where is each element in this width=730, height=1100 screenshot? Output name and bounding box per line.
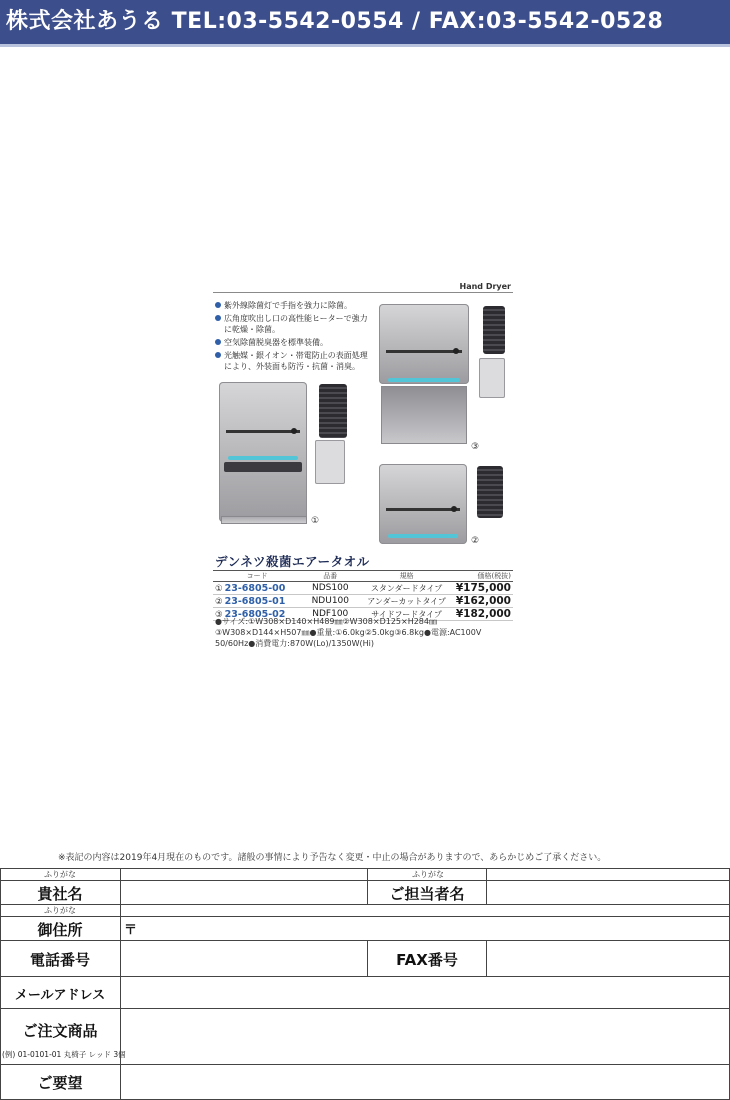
email-field[interactable] xyxy=(121,977,730,1009)
control-panel xyxy=(386,350,462,353)
feature-list xyxy=(215,300,373,374)
table-row xyxy=(213,595,513,608)
form-grid-line xyxy=(120,868,121,1099)
side-view-top xyxy=(319,384,347,438)
form-row-order xyxy=(0,1008,730,1065)
row-number: ② xyxy=(215,596,223,607)
code-cell xyxy=(213,582,301,595)
notice-text: ※表記の内容は2019年4月現在のものです。諸般の事情により予告なく変更・中止の場合がありますので、あらかじめご了承ください。 xyxy=(58,853,607,863)
side-view-bottom xyxy=(479,358,505,398)
category-rule xyxy=(213,292,513,293)
header-divider xyxy=(0,44,730,47)
sensor-dot xyxy=(291,428,297,434)
company-field[interactable] xyxy=(121,881,367,905)
side-hood-basin xyxy=(381,386,467,444)
figure-number-2: ② xyxy=(471,536,480,546)
price-cell: ¥175,000 xyxy=(455,582,511,594)
form-row-request xyxy=(0,1064,730,1100)
table-header-row xyxy=(213,571,513,582)
fax-field[interactable] xyxy=(487,941,730,977)
sensor-dot xyxy=(451,506,457,512)
form-grid-line xyxy=(367,940,368,976)
spec-note: ●サイズ:①W308×D140×H489㎜②W308×D125×H284㎜③W308×D144×H507㎜●重量:①6.0kg②5.0kg③6.8kg●電源:AC100V 50/60Hz●消費電力:870W(Lo)/1350W(Hi) xyxy=(215,617,482,648)
uv-light xyxy=(228,456,298,460)
row-number: ① xyxy=(215,583,223,594)
email-label: メールアドレス xyxy=(14,987,106,1003)
person-label: ご担当者名 xyxy=(389,884,465,903)
sensor-dot xyxy=(453,348,459,354)
catalog-section xyxy=(213,280,513,648)
control-panel xyxy=(386,508,460,511)
form-grid-line xyxy=(0,868,1,1099)
form-row-company xyxy=(0,880,730,905)
control-panel xyxy=(226,430,300,433)
order-label: ご注文商品 xyxy=(22,1021,98,1040)
form-row-email xyxy=(0,976,730,1009)
dryer-body-standard xyxy=(219,382,307,522)
spec-cell: アンダーカットタイプ xyxy=(359,595,454,608)
model-cell: NDU100 xyxy=(301,595,359,608)
address-label: 御住所 xyxy=(37,920,83,939)
postal-mark: 〒 xyxy=(124,923,138,938)
form-row-phone xyxy=(0,940,730,977)
hand-slot xyxy=(224,462,301,472)
spec-cell: サイドフードタイプ xyxy=(359,608,454,621)
feature-item: 光触媒・銀イオン・帯電防止の表面処理により、外装面も防汚・抗菌・消臭。 xyxy=(215,350,373,372)
category-label: Hand Dryer xyxy=(459,282,511,291)
side-view xyxy=(477,466,503,518)
form-row-address xyxy=(0,916,730,941)
feature-item: 紫外線除菌灯で手指を強力に除菌。 xyxy=(215,300,373,311)
header-model: 品番 xyxy=(301,571,359,582)
header-bar xyxy=(0,0,730,44)
product-title: デンネツ殺菌エアータオル xyxy=(215,554,370,569)
uv-light xyxy=(388,534,458,538)
request-field[interactable] xyxy=(121,1065,730,1099)
product-table xyxy=(213,570,513,621)
price-cell: ¥182,000 xyxy=(455,608,511,620)
side-view-top xyxy=(483,306,505,354)
form-grid-line xyxy=(486,868,487,904)
header-code: コード xyxy=(213,571,301,582)
feature-item: 広角度吹出し口の高性能ヒーターで強力に乾燥・除菌。 xyxy=(215,313,373,335)
order-field[interactable] xyxy=(121,1009,730,1065)
dryer-body-sidehood xyxy=(379,304,469,384)
form-grid-line xyxy=(486,940,487,976)
code-cell xyxy=(213,595,301,608)
form-grid-line xyxy=(367,868,368,904)
person-field[interactable] xyxy=(487,881,730,905)
furigana-label: ふりがな xyxy=(44,906,76,915)
spec-cell: スタンダードタイプ xyxy=(359,582,454,595)
phone-field[interactable] xyxy=(121,941,367,977)
model-cell: NDF100 xyxy=(301,608,359,621)
furigana-label: ふりがな xyxy=(44,870,76,879)
address-field[interactable] xyxy=(140,917,730,941)
request-label: ご要望 xyxy=(37,1073,83,1092)
product-code: 23-6805-02 xyxy=(224,608,286,620)
side-view-bottom xyxy=(315,440,345,484)
row-number: ③ xyxy=(215,609,223,620)
header-price: 価格(税抜) xyxy=(454,571,513,582)
phone-label: 電話番号 xyxy=(29,950,90,969)
drain-tray xyxy=(221,516,307,524)
header-title: 株式会社あうる TEL:03-5542-0554 / FAX:03-5542-0528 xyxy=(6,9,664,34)
dryer-body-undercut xyxy=(379,464,467,544)
table-row xyxy=(213,582,513,595)
price-cell: ¥162,000 xyxy=(455,595,511,607)
model-cell: NDS100 xyxy=(301,582,359,595)
product-code: 23-6805-01 xyxy=(224,595,286,607)
fax-label: FAX番号 xyxy=(396,950,458,969)
order-example: (例) 01-0101-01 丸椅子 レッド 3個 xyxy=(2,1050,126,1059)
uv-light xyxy=(388,378,460,382)
figure-number-1: ① xyxy=(311,516,320,526)
figure-number-3: ③ xyxy=(471,442,480,452)
feature-item: 空気除菌脱臭器を標準装備。 xyxy=(215,337,373,348)
furigana-label: ふりがな xyxy=(412,870,444,879)
header-spec: 規格 xyxy=(359,571,454,582)
product-code: 23-6805-00 xyxy=(224,582,286,594)
company-label: 貴社名 xyxy=(37,884,83,903)
